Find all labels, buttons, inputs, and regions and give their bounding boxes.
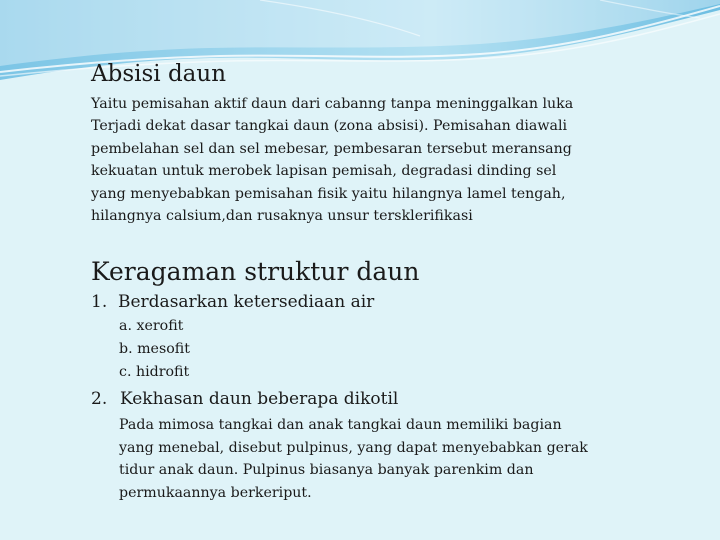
sub-list-item: b. mesofit (119, 341, 190, 358)
dikotil-paragraph: Pada mimosa tangkai dan anak tangkai daun memiliki bagian yang menebal, disebut pulpinus, yang dapat menyebabkan gerak tidur anak daun. Pulpinus biasanya banyak parenkim dan permukaannya berkeriput. (119, 417, 588, 501)
list-item-label: Berdasarkan ketersediaan air (118, 292, 375, 313)
sub-list-item: a. xerofit (119, 318, 184, 335)
list-item-label: Kekhasan daun beberapa dikotil (120, 389, 399, 410)
list-item-2 (91, 388, 691, 410)
section-heading-absisi: Absisi daun (91, 61, 227, 87)
absisi-paragraph: Yaitu pemisahan aktif daun dari cabanng tanpa meninggalkan luka Terjadi dekat dasar tangkai daun (zona absisi). Pemisahan diawali pembelahan sel dan sel mebesar, pembesaran tersebut meransang kekuatan untuk merobek lapisan pemisah, degradasi dinding sel yang menyebabkan pemisahan fisik yaitu hilangnya lamel tengah, hilangnya calsium,dan rusaknya unsur tersklerifikasi (91, 96, 574, 225)
list-item-number: 2. (91, 389, 108, 410)
sub-list-item: c. hidrofit (119, 363, 190, 380)
list-item-1 (91, 291, 691, 313)
slide-content (91, 60, 691, 505)
section-heading-keragaman: Keragaman struktur daun (91, 257, 420, 287)
list-item-number: 1. (91, 292, 108, 313)
sub-list (119, 315, 691, 383)
